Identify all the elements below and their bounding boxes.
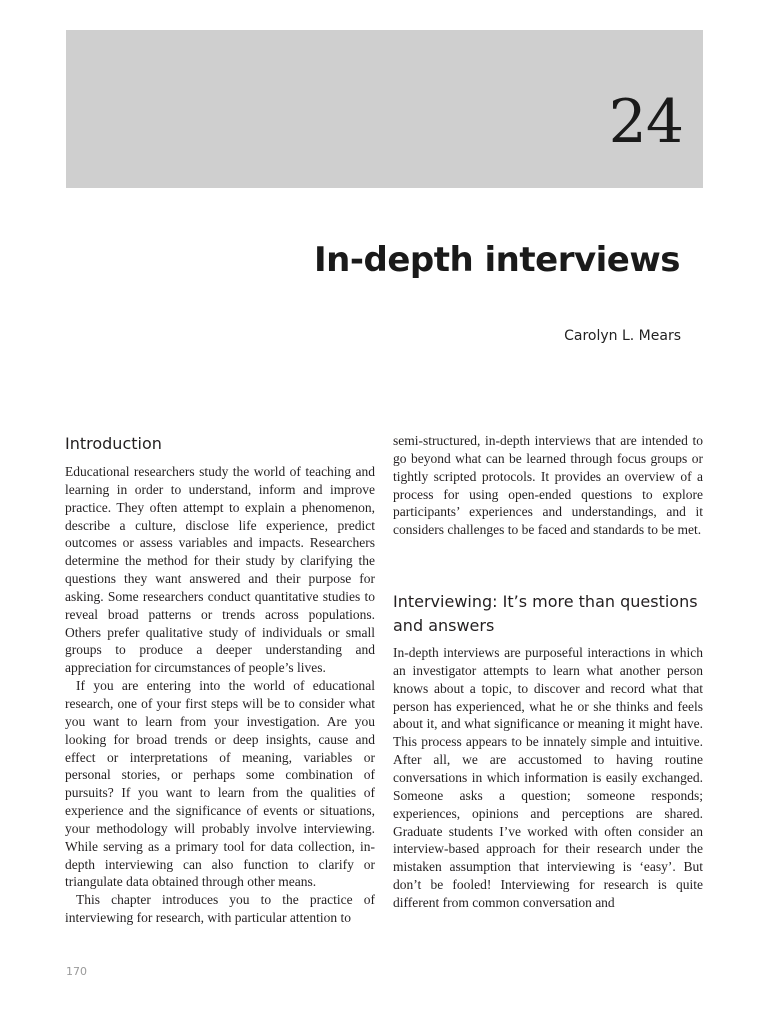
- section-heading-interviewing: Interviewing: It’s more than questions and answers: [393, 592, 698, 636]
- page-number: 170: [66, 965, 87, 978]
- chapter-title: In-depth interviews: [314, 240, 680, 280]
- paragraph: This chapter introduces you to the practice of interviewing for research, with particular attention to: [65, 892, 375, 926]
- chapter-number: 24: [608, 87, 683, 157]
- chapter-header-band: [66, 30, 703, 188]
- paragraph-continued: semi-structured, in-depth interviews that are intended to go beyond what can be learned through focus groups or tightly scripted protocols. It provides an overview of a process for using open-ended questions to explore participants’ experiences and understandings, and it considers challenges to be faced and standards to be met.: [393, 433, 703, 538]
- paragraph: If you are entering into the world of educational research, one of your first steps will be to consider what you want to learn from your investigation. Are you looking for broad trends or deep insights, cause and effect or interpretations of meaning, variables or personal stories, or perhaps some combination of pursuits? If you want to learn from the qualities of experience and the significance of events or situations, your methodology will probably involve interviewing. While serving as a primary tool for data collection, in-depth interviewing can also function to clarify or triangulate data obtained through other means.: [65, 678, 375, 890]
- paragraph: In-depth interviews are purposeful interactions in which an investigator attempts to learn what another person knows about a topic, to discover and record what that person has experienced, what he or she thinks and feels about it, and what significance or meaning it might have. This process appears to be innately simple and intuitive. After all, we are accustomed to having routine conversations in which information is easily exchanged. Someone asks a question; someone responds; experiences, opinions and perceptions are shared. Graduate students I’ve worked with often consider an interview-based approach for their research under the mistaken assumption that interviewing is ‘easy’. But don’t be fooled! Interviewing for research is quite different from common conversation and: [393, 645, 703, 910]
- left-column: [65, 432, 375, 927]
- paragraph: Educational researchers study the world of teaching and learning in order to understand, inform and improve practice. They often attempt to explain a phenomenon, describe a culture, disclose life experience, predict outcomes or assess variables and impacts. Researchers determine the method for their study by clarifying the questions they want answered and their purpose for asking. Some researchers conduct quantitative studies to reveal broad patterns or trends across populations. Others prefer qualitative study of individuals or small groups to produce a deeper understanding and appreciation for circumstances of people’s lives.: [65, 464, 375, 676]
- section-heading-introduction: Introduction: [65, 434, 162, 453]
- right-column: [393, 432, 703, 912]
- author-name: Carolyn L. Mears: [564, 328, 681, 344]
